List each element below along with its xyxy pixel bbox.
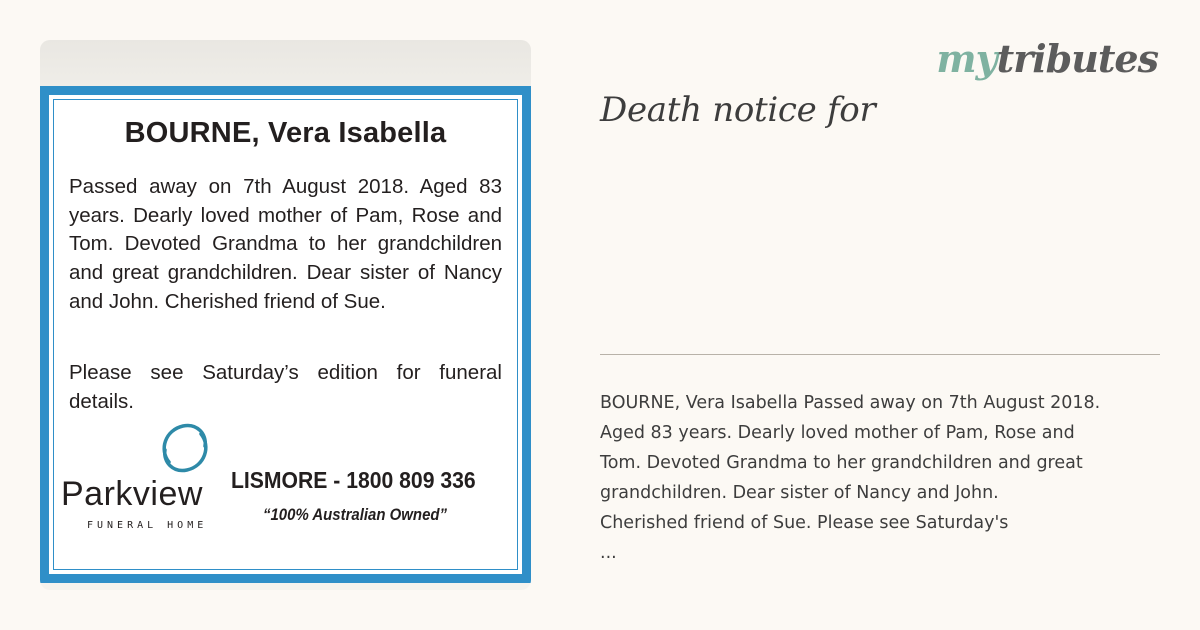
notice-paragraph-1: Passed away on 7th August 2018. Aged 83 years. Dearly loved mother of Pam, Rose and Tom. Devoted Grandma to her grandchildren and great grandchildren. Dear sister of Nancy and John. Cherished friend of Sue. — [69, 175, 502, 313]
logo-part-my: my — [936, 36, 997, 81]
mytributes-logo[interactable] — [936, 36, 1158, 81]
notice-ad-border — [40, 86, 531, 583]
notice-paragraph-2: Please see Saturday’s edition for funeral details. — [69, 361, 502, 413]
notice-ad — [47, 93, 524, 576]
notice-excerpt: BOURNE, Vera Isabella Passed away on 7th August 2018. Aged 83 years. Dearly loved mother of Pam, Rose and Tom. Devoted Grandma to her grandchildren and great grandchildren. Dear sister of Nancy and John. Cherished friend of Sue. Please see Saturday's ... — [600, 393, 1101, 563]
logo-part-tributes: tributes — [996, 36, 1158, 81]
image-top-band — [40, 40, 531, 86]
divider — [600, 354, 1160, 355]
funeral-home-name: Parkview — [61, 475, 203, 513]
notice-deceased-name: BOURNE, Vera Isabella — [124, 117, 447, 149]
page-heading: Death notice for — [600, 90, 876, 130]
death-notice-image — [40, 40, 531, 590]
funeral-home-subtitle: FUNERAL HOME — [87, 520, 208, 531]
swirl-logo-icon — [157, 420, 213, 476]
funeral-home-phone: LISMORE - 1800 809 336 — [231, 467, 476, 493]
funeral-home-slogan: “100% Australian Owned” — [263, 505, 448, 524]
